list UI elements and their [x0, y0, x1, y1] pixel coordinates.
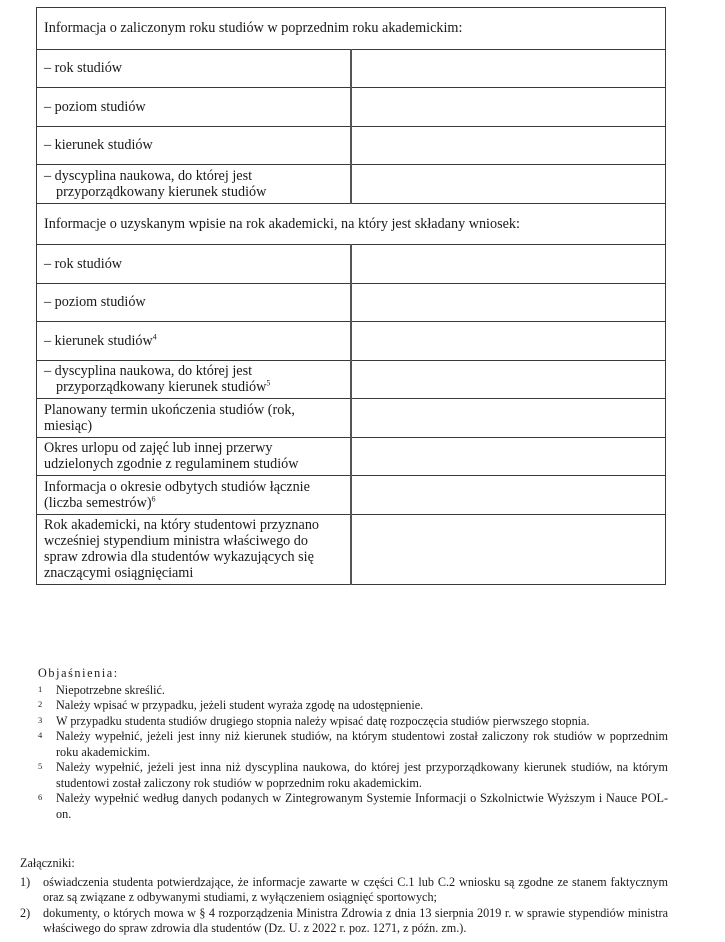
footnote-number: 3: [38, 714, 43, 725]
field-label: – dyscyplina naukowa, do której jest przyporządkowany kierunek studiów: [37, 165, 352, 204]
table-row: [37, 165, 666, 204]
table-row: [37, 283, 666, 322]
section-heading-row: [37, 8, 666, 50]
footnote-number: 4: [38, 730, 43, 740]
footnote-number: 2: [38, 699, 43, 709]
attachment-text: dokumenty, o których mowa w § 4 rozporządzenia Ministra Zdrowia z dnia 13 sierpnia 2019 r. w sprawie stypendiów ministra właściwego do spraw zdrowia dla studentów (Dz. U. z 2022 r. poz. 1271, z późn. zm.).: [43, 905, 668, 935]
field-label: – rok studiów: [37, 49, 352, 88]
footnote-text: Należy wypełnić według danych podanych w Zintegrowanym Systemie Informacji o Szkolnictwie Wyższym i Nauce POL-on.: [56, 791, 668, 821]
field-label: – kierunek studiów$^4$: [37, 322, 352, 361]
footnote-number: 6: [38, 792, 43, 802]
attachment-text: oświadczenia studenta potwierdzające, że informacje zawarte w części C.1 lub C.2 wniosku są zgodne ze stanem faktycznym oraz są związane z odbywanymi studiami, z wyłączeniem osiągnięć sportowych;: [43, 874, 668, 904]
attachment-item: [20, 906, 668, 937]
footnote-text: Należy wypełnić, jeżeli jest inna niż dyscyplina naukowa, do której jest przyporządkowany kierunek studiów, na którym studentowi został zaliczony rok studiów w poprzednim roku akademickim.: [56, 760, 668, 790]
table-row: [37, 88, 666, 127]
current-study-level-field[interactable]: [351, 283, 666, 322]
prev-year-of-study-field[interactable]: [351, 49, 666, 88]
attachment-item: [20, 875, 668, 906]
leave-period-field[interactable]: [351, 437, 666, 476]
table-row: [37, 360, 666, 399]
attachments-section: [20, 856, 668, 937]
footnote-number: 5: [38, 761, 43, 771]
footnote-text: Niepotrzebne skreślić.: [56, 682, 165, 697]
field-label: – rok studiów: [37, 245, 352, 284]
footnote-ref: 5: [266, 378, 271, 388]
table-row: [37, 514, 666, 584]
footnote-item: [38, 760, 668, 791]
field-label: – poziom studiów: [37, 283, 352, 322]
attachments-title: Załączniki:: [20, 856, 75, 870]
footnote-text: Należy wpisać w przypadku, jeżeli student wyraża zgodę na udostępnienie.: [56, 698, 424, 712]
footnote-item: [38, 714, 668, 730]
planned-graduation-date-field[interactable]: [351, 399, 666, 438]
table-row: [37, 399, 666, 438]
table-row: [37, 322, 666, 361]
study-info-table: [36, 7, 666, 585]
field-label: – poziom studiów: [37, 88, 352, 127]
section-heading-enrollment: Informacje o uzyskanym wpisie na rok akademicki, na który jest składany wniosek:: [37, 203, 666, 245]
semesters-count-field[interactable]: [351, 476, 666, 515]
table-row: [37, 49, 666, 88]
footnote-item: [38, 698, 668, 714]
table-row: [37, 476, 666, 515]
prev-scientific-discipline-field[interactable]: [351, 165, 666, 204]
field-label: Okres urlopu od zajęć lub innej przerwy udzielonych zgodnie z regulaminem studiów: [37, 437, 352, 476]
table-row: [37, 126, 666, 165]
field-label: Planowany termin ukończenia studiów (rok, miesiąc): [37, 399, 352, 438]
current-year-of-study-field[interactable]: [351, 245, 666, 284]
footnotes-section: [38, 666, 668, 822]
footnote-ref: 4: [152, 332, 157, 342]
field-label: Informacja o okresie odbytych studiów łącznie (liczba semestrów)$^6$: [37, 476, 352, 515]
attachment-number: 2): [20, 905, 31, 920]
previous-scholarship-year-field[interactable]: [351, 514, 666, 584]
footnote-item: [38, 791, 668, 822]
attachment-number: 1): [20, 874, 31, 889]
current-scientific-discipline-field[interactable]: [351, 360, 666, 399]
footnotes-title: Objaśnienia:: [38, 666, 119, 680]
table-row: [37, 245, 666, 284]
footnote-text: Należy wypełnić, jeżeli jest inny niż kierunek studiów, na którym studentowi został zaliczony rok studiów w poprzednim roku akademickim.: [56, 729, 668, 759]
footnote-number: 1: [38, 683, 43, 694]
field-label: – kierunek studiów: [37, 126, 352, 165]
field-label: Rok akademicki, na który studentowi przyznano wcześniej stypendium ministra właściwego do spraw zdrowia dla studentów wykazujących się znaczącymi osiągnięciami: [37, 514, 352, 584]
footnote-item: [38, 729, 668, 760]
prev-study-level-field[interactable]: [351, 88, 666, 127]
footnote-item: [38, 683, 668, 699]
footnote-text: W przypadku studenta studiów drugiego stopnia należy wpisać datę rozpoczęcia studiów pierwszego stopnia.: [56, 713, 590, 728]
table-row: [37, 437, 666, 476]
section-heading-completed-year: Informacja o zaliczonym roku studiów w poprzednim roku akademickim:: [37, 8, 666, 50]
prev-field-of-study-field[interactable]: [351, 126, 666, 165]
current-field-of-study-field[interactable]: [351, 322, 666, 361]
section-heading-row: [37, 203, 666, 245]
field-label: – dyscyplina naukowa, do której jest przyporządkowany kierunek studiów$^5$: [37, 360, 352, 399]
footnote-ref: 6: [151, 494, 156, 504]
